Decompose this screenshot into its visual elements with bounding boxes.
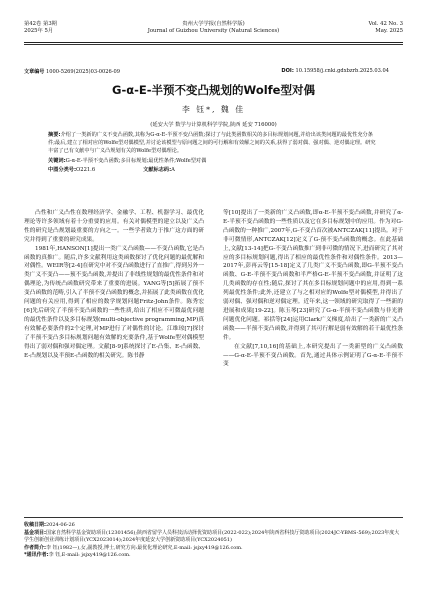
doi [281,68,403,74]
received-value: 2024-06-26 [46,522,75,528]
footnotes [24,522,403,560]
header-rule [24,42,403,43]
clc [48,167,119,173]
body-column-right [223,209,403,369]
doi-label: DOI: [281,68,294,74]
paragraph: 凸性和广义凸性在数理经济学、金融学、工程、机器学习、最优化理论等许多领域有着十分重要的应用。有关对偶模型的建立以及广义凸性的研究是凸规划最重要的方向之一。一些学者致力于推广这方面的研究并得到了重要的研究成果。 [24,210,204,243]
fund [24,530,403,545]
header-volume-no: Vol. 42 No. 3 [368,21,403,27]
doi-value: 10.15958/j.cnki.gdxbzrb.2025.03.04 [295,68,389,74]
author-bio-label: 作者简介: [24,544,46,551]
keywords-text: G-α-E-半预不变凸函数;多目标规划;最优性条件;Wolfe型对偶 [65,157,207,164]
doc-code [143,167,199,173]
doc-code-label: 文献标志码: [143,166,172,173]
article-no-label: 文章编号 [24,69,45,75]
fund-label: 基金项目: [24,529,46,536]
fund-value: 国家自然科学基金资助项目(12301456);陕西省留学人员科技活动择优资助项目(2022-022);2024年陕西省科技厅资助项目(2024JC-YBMS-569);2023年度大学生创新创业训练计划项目(YCX2023014);2024年度延安大学创新资助项目(YCX2024051) [24,529,400,544]
doc-code-value: A [171,166,175,173]
header-journal-en: Journal of Guizhou University (Natural Sciences) [147,27,280,34]
abstract-text: 介绍了一类新的广义不变凸函数,其称为G-α-E-半预不变凸函数;探讨了与此类函数相关的多目标规划问题,并给出该类问题的最优性充分条件;最后,建立了相对应的Wolfe型对偶模型,并讨论该模型与原问题之间的可行解和有效解之间的关系,获得了弱对偶、强对偶、逆对偶定理。研究丰富了已有文献中与广义凸规划有关的Wolfe型对偶理论。 [48,132,376,155]
header-date-en: May. 2025 [375,27,403,34]
abstract-block [48,131,379,174]
paragraph: 等[10]提出了一类新的广义凸函数,即α-E-半预不变凸函数,并研究了α-E-半预不变凸函数的一些性质以及它在多目标规划中的应用。作为对G-凸函数的一种推广,2007年,G-不变凸首次被ANTCZAK[11]提出。对于非可微情形,ANTCZAK[12]定义了G-预不变凸函数的概念。在此基础上,文献[13-14]把G-不变凸函数推广到非可微的情况下,进而研究了其对应的多目标规划问题,得出了相应的最优性条件和对偶性条件。2013—2017年,彭再云等[15-18]定义了几类广义不变凸函数,即G-半预不变凸函数、G-E-半预不变凸函数和半严格G-E-半预不变凸函数,并证明了这几类函数的存在性;随后,探讨了其在多目标规划问题中的应用,得到一系列最优性条件;此外,还建立了与之相对应的Wolfe型对偶模型,并得出了弱对偶、强对偶和逆对偶定理。近年来,这一领域的研究取得了一些新的进展和成果[19-22]。陈玉琴[23]研究了G-α-半预不变凸函数与非光滑问题优化问题。祁括等[24]运用Clark广义梯度,给出了一类新的广义凸函数——半预不变凸函数,并得到了其可行解是弱有效解的若干最优性条件。 [223,210,403,341]
article-no-value: 1000-5269(2025)03-0026-09 [46,69,120,75]
clc-label: 中图分类号: [48,166,77,173]
corresponding-author [24,552,403,560]
corr-label: *通讯作者: [24,552,49,559]
header-volume-en [369,21,403,35]
clc-value: O221.6 [76,166,96,173]
keywords [48,157,379,165]
abstract [48,131,379,156]
body-column-left [24,209,204,360]
header-rule-thin [24,44,403,45]
header-journal [24,21,403,35]
running-header [24,21,403,41]
article-no [24,69,134,75]
header-volume-cn: 第42卷 第3期 [24,21,57,27]
corr-value: 李 钰,E-mail: jsjxy419@126.com. [48,552,131,559]
keywords-label: 关键词: [48,157,66,164]
footnote-rule [24,517,403,518]
affiliation: (延安大学 数学与计算机科学学院,陕西 延安 716000) [150,122,277,128]
paragraph: 1981年,HANSON[1]提出一类广义凸函数——不变凸函数,它是凸函数的真推广。随后,许多文献利用这类函数探讨了优化问题的最优解和对偶性。WEIR等[2-4]在研究中对不变凸函数进行了直推广,得到另外一类广义不变凸——预不变凸函数,并提出了非线性规划的最优性条件和对偶理论,为传统凸函数研究带来了重要的进展。YANG等[5]拓展了预不变凸函数的范畴,引入了半预不变凸函数的概念,并拓展了此类函数在优化问题的有关应用,得到了相应的数学规划问题Fritz-John条件。陈秀宏[6]先后研究了半预不变凸函数的一些性质,给出了相应不可微最优问题的最优性条件以及多目标规划(multi-objective programming,MP)真有效解必要条件的2个定理,对MP进行了对偶性的讨论。江维琼[7]探讨了半预不变凸多目标规划问题有效解的充要条件,基于Wolfe型对偶模型得出了弱对偶和强对偶定理。文献[8-9]系统探讨了E-凸集、E-凸函数、E-凸规划以及半预E-凸函数的相关研究。陈书静 [24,245,204,359]
author-bio-value: 李 钰(1982—),女,副教授,博士,研究方向:最优化理论研究,E-mail: jsjxy419@126.com. [46,544,243,551]
abstract-label: 摘要: [48,132,61,138]
paper-title: G-α-E-半预不变凸规划的Wolfe型对偶 [112,83,315,97]
received-label: 收稿日期: [24,522,46,528]
received-date [24,522,403,530]
article-meta [24,68,403,75]
paragraph: 在文献[7,10,16]的基础上,本研究提出了一类新型的广义凸函数——G-α-E-半预不变凸函数。首先,通过具体示例证明了G-α-E-半预不变 [223,343,403,368]
authors: 李 钰*, 魏 佳 [182,105,245,114]
header-date-cn: 2025年 5月 [24,27,54,34]
header-journal-cn: 贵州大学学报(自然科学版) [182,21,245,27]
classification [48,166,379,174]
